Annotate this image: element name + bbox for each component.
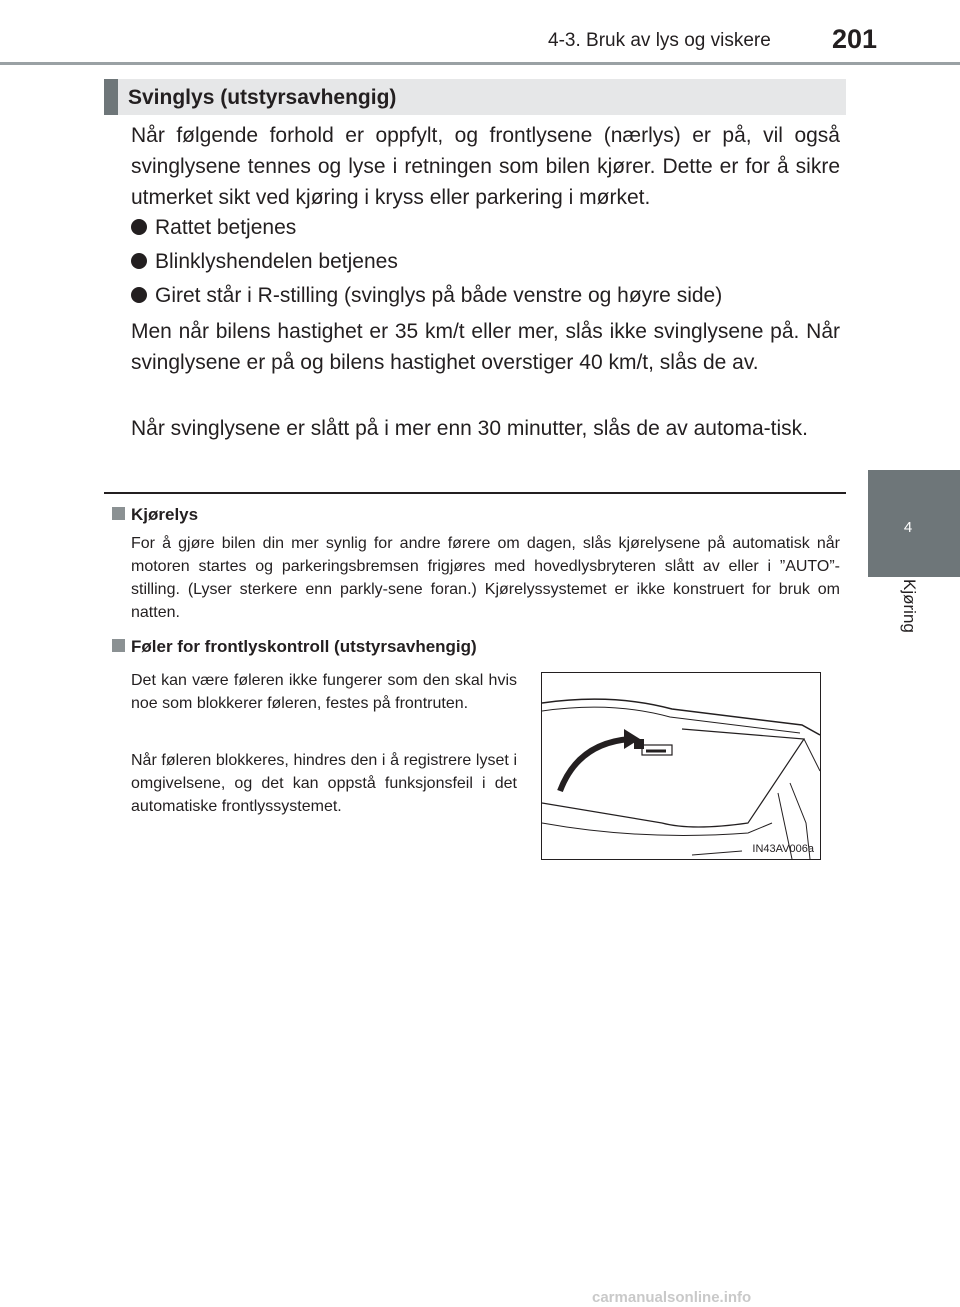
intro-paragraph: Når følgende forhold er oppfylt, og frontlysene (nærlys) er på, vil også svinglysene tennes og lyse i retningen som bilen kjører. Dette er for å sikre utmerket sikt ved kjøring i kryss eller parkering i mørket. [131,124,840,209]
bullet-text: Blinklyshendelen betjenes [155,250,398,273]
square-bullet-icon [112,507,125,520]
heading-accent-bar [104,79,118,115]
speed-paragraph: Men når bilens hastighet er 35 km/t eller mer, slås ikke svinglysene på. Når svinglysene er på og bilens hastighet overstiger 40 km/t, slås de av. [131,320,840,374]
bullet-dot-icon [131,253,147,269]
timeout-paragraph: Når svinglysene er slått på i mer enn 30 minutter, slås de av automa-tisk. [131,417,808,440]
note-heading-text: Kjørelys [131,505,199,524]
page-number: 201 [832,24,878,54]
watermark: carmanualsonline.info [592,1289,752,1306]
bullet-dot-icon [131,287,147,303]
square-bullet-icon [112,639,125,652]
section-title: Svinglys (utstyrsavhengig) [128,86,397,109]
section-divider [104,492,846,494]
windshield-sensor-figure [541,672,821,860]
bullet-text: Giret står i R-stilling (svinglys på både venstre og høyre side) [155,284,723,307]
section-reference: 4-3. Bruk av lys og viskere [548,30,771,51]
windshield-illustration [542,673,820,859]
bullet-text: Rattet betjenes [155,216,297,239]
bullet-item [131,246,398,277]
daytime-lights-text: For å gjøre bilen din mer synlig for andre førere om dagen, slås kjørelysene på automatisk når motoren startes og parkeringsbremsen frigjøres med hovedlysbryteren slått av eller i ”AUTO”-stilling. (Lyser sterkere enn parkly-sene foran.) Kjørelyssystemet er ikke konstruert for bruk om natten. [131,535,840,621]
bullet-dot-icon [131,219,147,235]
note-heading-sensor [112,637,477,657]
figure-code: IN43AV006a [752,843,814,855]
bullet-item [131,212,296,243]
chapter-number: 4 [903,519,913,536]
sensor-text-1: Det kan være føleren ikke fungerer som den skal hvis noe som blokkerer føleren, festes på frontruten. [131,672,517,712]
section-heading [104,79,846,115]
sensor-text-2: Når føleren blokkeres, hindres den i å registrere lyset i omgivelsene, og det kan oppstå funksjonsfeil i det automatiske frontlyssystemet. [131,752,517,815]
note-heading-text: Føler for frontlyskontroll (utstyrsavhengig) [131,637,477,656]
note-heading-daytime-lights [112,505,198,525]
page-header [0,22,960,62]
bullet-item [131,280,722,311]
chapter-label: Kjøring [900,579,919,633]
header-divider [0,62,960,65]
